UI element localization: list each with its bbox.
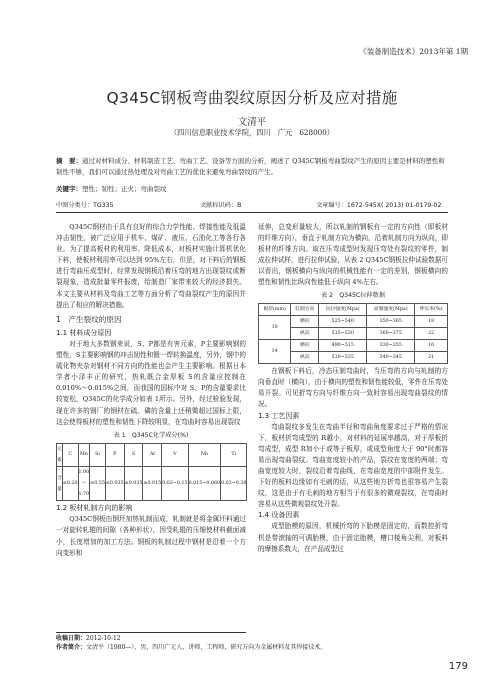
keywords-label: 关键字： bbox=[56, 185, 82, 193]
page-number: 179 bbox=[448, 661, 468, 672]
table1-caption: 表 1 Q345C化学成分(%) bbox=[113, 431, 189, 439]
table-cell: 340~345 bbox=[367, 352, 415, 364]
table-cell: ≤0.035 bbox=[105, 466, 124, 500]
table-cell: 伸长率(%) bbox=[415, 303, 448, 315]
footnote-received bbox=[56, 634, 448, 643]
table-cell: Al bbox=[143, 443, 162, 466]
table-cell: 0.015~0.060 bbox=[188, 466, 220, 500]
table-cell: Mn bbox=[78, 443, 90, 466]
intro-paragraph: Q345C钢材由于具有良好的综合力学性能、焊接性能及低温冲击韧性，被广泛应用于机车、煤矿、液压、石油化工等各行各业。为了提高板材的利用率、降低成本，对板材实施计算机优化下料，使板材利用率可以达到 95%左右，但是，对下料后的钢板进行弯曲压成型时，经常发现钢板沿着压弯的地方出现裂纹或断裂现象，造成批量零件报废，给制造厂家带来较大的经济损失。本文主要从材料及弯曲工艺等方面分析了弯曲裂纹产生的原因并提出了相应的解决措施。 bbox=[56, 223, 246, 309]
table-row bbox=[259, 339, 448, 351]
table-cell: Nb bbox=[188, 443, 220, 466]
document-code: 文献标识码：B bbox=[200, 202, 242, 209]
table-cell: 525~540 bbox=[319, 315, 367, 327]
table-cell: 0.02~0.15 bbox=[162, 466, 188, 500]
section-heading-1-2: 1.2 板材轧制方向的影响 bbox=[56, 504, 133, 513]
table2-caption: 表 2 Q345C拉伸数据 bbox=[320, 291, 386, 299]
table-cell: 360~375 bbox=[367, 327, 415, 339]
table-cell: 含量 bbox=[57, 466, 63, 500]
table-cell: C bbox=[62, 443, 78, 466]
table-cell: 1.00～1.70 bbox=[78, 466, 90, 500]
paragraph-after-table2: 在钢板下料后，冷态压制弯曲时，当压弯的方向与轧制的方向垂直时（横向），由于横向的塑性和韧性能较低，零件在压弯处易开裂。可见折弯方向与纤维方向一致时容易出现弯曲裂纹的情况。 bbox=[258, 367, 448, 409]
author-affiliation: （四川信息职业技术学院，四川 广元 628000） bbox=[169, 128, 334, 137]
table-cell: S bbox=[124, 443, 143, 466]
footnote-author-text: 文清平（1980—），男，四川广元人，讲师，工程师，研究方向为金属材料及其焊接技术。 bbox=[86, 644, 327, 651]
footnote-divider bbox=[56, 632, 246, 633]
continued-paragraph: 延伸，总变形量较大，所以轧制的钢板有一定的方向性（即板材的纤维方向），垂直于轧制方向为横向，沿着轧制方向为纵向，即板材的纤维方向。取在压弯成型时发现压弯处有裂纹的零件，制成拉伸试样，进行拉伸试验，从表 2 Q345C钢板拉伸试验数据可以看出，钢板横向与纵向的机械性能有一定的差别，钢板横向的塑性和韧性比纵向性能低于纵向 4%左右。 bbox=[258, 223, 448, 287]
table-cell: 横向 bbox=[291, 315, 319, 327]
table-row bbox=[259, 315, 448, 327]
table-cell: 0.02~0.20 bbox=[221, 466, 247, 500]
section-heading-1: 1 产生裂纹的原因 bbox=[56, 314, 122, 324]
table-cell: 抗拉强度(Mpa) bbox=[319, 303, 367, 315]
table-cell: 纵向 bbox=[291, 352, 319, 364]
left-column bbox=[56, 222, 246, 559]
paragraph-1-1: 对于地大多数钢来说，S、P都是有害元素，P主要影响钢的塑性，S主要影响钢的冲击韧性和锻一焊转换温度，另外，钢中的硫化物夹杂对钢材不同方向的性能也会产生主要影响。根据日本学者小泽丰正的研究，热轧既合金厚板 S的含量应控制在 0.010%～0.015%之间，而我国的国标中对 S、P的含量要求比较宽松，Q345C的化学成分如表 1所示。另外，经过检验发现，现在许多的钢厂的钢材在硫、磷的含量上还稍微超过国标上限，这会使得板材的塑性和韧性下降较明显，在弯曲时容易出现裂纹 bbox=[56, 339, 246, 426]
table-cell: ≥0.015 bbox=[143, 466, 162, 500]
table-cell: 板厚(mm) bbox=[259, 303, 291, 315]
table-cell: 510~535 bbox=[319, 352, 367, 364]
table-row bbox=[57, 443, 247, 466]
abstract-label: 摘 要： bbox=[56, 157, 82, 165]
table-cell: 14 bbox=[259, 339, 291, 363]
table1 bbox=[56, 443, 247, 501]
paper-title: Q345C钢板弯曲裂纹原因分析及应对措施 bbox=[106, 89, 398, 107]
section-heading-1-3: 1.3 工艺因素 bbox=[258, 411, 300, 420]
classification-number: 中图分类号：TG335 bbox=[56, 202, 114, 209]
footnotes bbox=[56, 634, 448, 652]
keywords-text: 塑性；韧性；正火；弯曲裂纹 bbox=[82, 185, 167, 193]
table-cell: 490~515 bbox=[319, 339, 367, 351]
paragraph-1-4: 成型胎模的原因，机械折弯的下胎模是固定的，而数控折弯机是带滚轴的可调胎模，由于固定胎模，槽口棱角尖利，对板料的摩擦系数大，在产品成型过 bbox=[258, 522, 448, 553]
article-number: 文章编号：1672-545X( 2013) 01-0179-02 bbox=[316, 202, 442, 209]
keywords bbox=[56, 184, 448, 193]
table-row bbox=[259, 303, 448, 315]
table-cell: 18 bbox=[415, 315, 448, 327]
footnote-received-label: 收稿日期： bbox=[56, 635, 87, 642]
journal-header: 《装备制造技术》2013年第 1期 bbox=[359, 47, 468, 56]
section-heading-1-1: 1.1 材料成分原因 bbox=[56, 328, 112, 337]
section-heading-1-4: 1.4 设备因素 bbox=[258, 511, 300, 520]
table-cell: 22 bbox=[415, 327, 448, 339]
table-cell: 轧制方向 bbox=[291, 303, 319, 315]
table-cell: 350~365 bbox=[367, 315, 415, 327]
table-cell: 横向 bbox=[291, 339, 319, 351]
header-divider bbox=[56, 212, 448, 213]
footnote-received-date: 2012-10-12 bbox=[86, 635, 121, 642]
paragraph-1-3: 弯曲裂纹多发生在弯曲半径和弯曲角度要求过于严格的情况下，板材折弯成型的 R越小，对材料的延展率越高，对于厚板折弯成型，成型 R加小于或等于板厚，或成型角度大于 90°时都容易出现弯曲裂纹。弯曲宽度较小的产品，裂纹在宽度的两端；弯曲宽度较大时，裂纹沿着弯曲线，在弯曲宽度的中部附件发生。下好的板料边缘如有毛刺的话，从这些地方折弯也很容易产生裂纹，这是由于有毛刺的地方相当于有很多的微观裂纹，在弯曲时容易从这些微观裂纹处开裂。 bbox=[258, 422, 448, 509]
table-cell: ≤0.55 bbox=[90, 466, 106, 500]
table-cell: V bbox=[162, 443, 188, 466]
table-cell: P bbox=[105, 443, 124, 466]
table-cell: Si bbox=[90, 443, 106, 466]
table-row bbox=[57, 466, 247, 500]
abstract-text: 通过对材料成分、材料制造工艺、弯曲工艺、设备等方面的分析，阐述了 Q345C钢板弯曲裂纹产生的原因主要是材料的塑性和韧性不够，我们可以通过热处理及对弯曲工艺的优化来避免弯曲裂纹的产生。 bbox=[56, 157, 445, 176]
footnote-author-label: 作者简介： bbox=[56, 644, 87, 651]
author-name: 文清平 bbox=[237, 117, 267, 128]
table-cell: 21 bbox=[415, 352, 448, 364]
right-column bbox=[258, 222, 448, 555]
table-cell: 16 bbox=[415, 339, 448, 351]
table-cell: ≤0.20 bbox=[62, 466, 78, 500]
table2 bbox=[258, 303, 448, 364]
footnote-author bbox=[56, 643, 448, 652]
abstract bbox=[56, 156, 448, 177]
table-cell: Ti bbox=[221, 443, 247, 466]
table-cell: 10 bbox=[259, 315, 291, 339]
table-cell: ≤0.035 bbox=[124, 466, 143, 500]
table-cell: 元素 bbox=[57, 443, 63, 466]
table-cell: 纵向 bbox=[291, 327, 319, 339]
paragraph-1-2: Q345C钢板由钢坯加热轧制而成，轧制就是将金属坯料通过一对旋转轧辊的间隙（各种形状），因受轧辊的压缩使材料截面减小，长度增加的加工方法。钢板的轧制过程中钢材是沿着一个方向变形和 bbox=[56, 515, 246, 557]
table-cell: 330~355 bbox=[367, 339, 415, 351]
table-cell: 515~530 bbox=[319, 327, 367, 339]
table-cell: 屈服强度(Mpa) bbox=[367, 303, 415, 315]
